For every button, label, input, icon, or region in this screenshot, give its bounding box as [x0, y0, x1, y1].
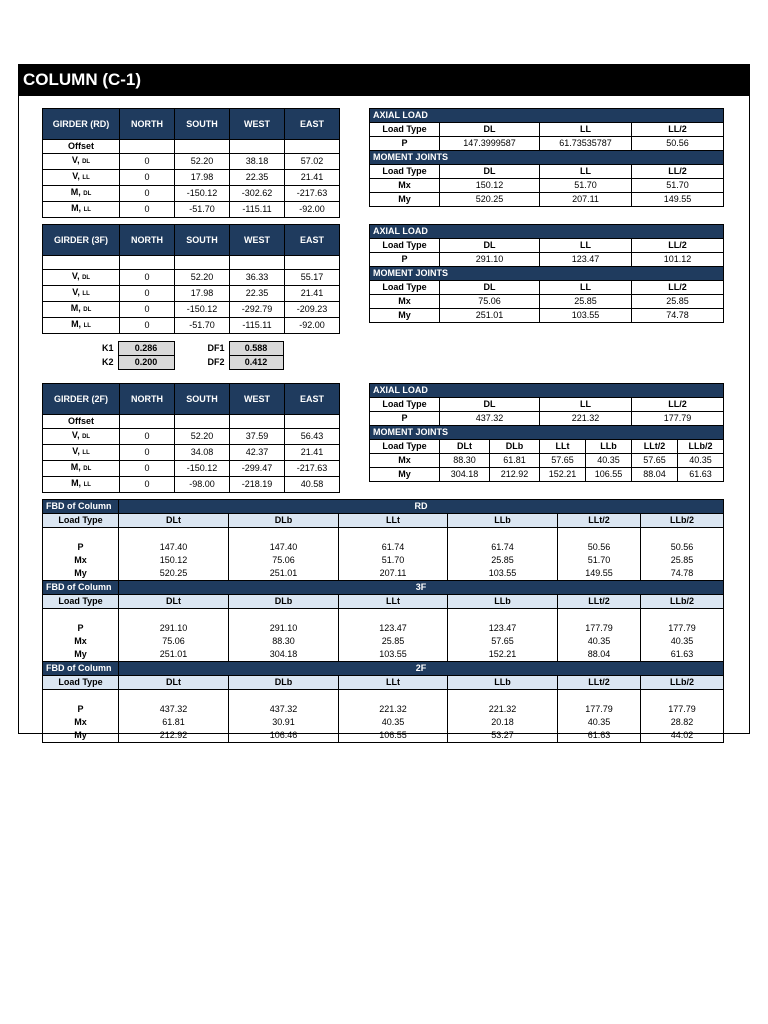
cell: 61.81: [490, 454, 540, 468]
cell: -115.11: [230, 318, 285, 334]
cell: 103.55: [448, 567, 558, 581]
cell: -218.19: [230, 477, 285, 493]
col-llb: LLb: [586, 440, 632, 454]
cell: 147.40: [229, 541, 339, 554]
cell: [230, 140, 285, 154]
col-dlb: DLb: [490, 440, 540, 454]
cell: 177.79: [558, 703, 641, 716]
cell: -292.79: [230, 302, 285, 318]
moment-joints-title: MOMENT JOINTS: [370, 151, 724, 165]
col-llb2: LLb/2: [641, 676, 724, 690]
cell: 177.79: [632, 412, 724, 426]
row-label-my: My: [370, 309, 440, 323]
cell: 0: [120, 170, 175, 186]
cell: 207.11: [339, 567, 448, 581]
row-label-m-dl: M, DL: [43, 461, 120, 477]
cell: 57.02: [285, 154, 340, 170]
col-ll: LL: [540, 123, 632, 137]
moment-joints-title: MOMENT JOINTS: [370, 267, 724, 281]
header-west: WEST: [230, 384, 285, 415]
cell: 51.70: [339, 554, 448, 567]
col-ll: LL: [540, 239, 632, 253]
cell: 40.35: [558, 716, 641, 729]
load-type-label: Load Type: [43, 676, 119, 690]
axial-load-title: AXIAL LOAD: [370, 225, 724, 239]
cell: 251.01: [229, 567, 339, 581]
cell: -217.63: [285, 461, 340, 477]
header-east: EAST: [285, 225, 340, 256]
col-dlt: DLt: [119, 676, 229, 690]
load-type-label: Load Type: [370, 281, 440, 295]
cell: [285, 256, 340, 270]
header-north: NORTH: [120, 225, 175, 256]
spacer: [641, 609, 724, 623]
cell: 0: [120, 477, 175, 493]
girder-2f-table: [42, 383, 340, 493]
row-label-p: P: [370, 137, 440, 151]
df1-value: 0.588: [229, 342, 283, 356]
cell: 123.47: [540, 253, 632, 267]
spacer: [229, 528, 339, 542]
row-label-v-dl: V, DL: [43, 154, 120, 170]
row-label-m-dl: M, DL: [43, 302, 120, 318]
cell: 30.91: [229, 716, 339, 729]
spacer: [448, 609, 558, 623]
cell: [230, 415, 285, 429]
cell: 40.58: [285, 477, 340, 493]
cell: 21.41: [285, 445, 340, 461]
spacer: [448, 528, 558, 542]
cell: 106.46: [229, 729, 339, 743]
cell: 55.17: [285, 270, 340, 286]
spacer: [641, 690, 724, 704]
spacer: [339, 528, 448, 542]
col-ll2: LL/2: [632, 123, 724, 137]
cell: 103.55: [339, 648, 448, 662]
k-factors-table: [88, 341, 175, 370]
cell: [120, 140, 175, 154]
cell: 75.06: [440, 295, 540, 309]
fbd-section-2f: 2F: [119, 662, 724, 676]
cell: 0: [120, 445, 175, 461]
cell: -115.11: [230, 202, 285, 218]
cell: 212.92: [119, 729, 229, 743]
row-label-p: P: [43, 703, 119, 716]
cell: -299.47: [230, 461, 285, 477]
cell: 61.63: [558, 729, 641, 743]
cell: 251.01: [119, 648, 229, 662]
row-label-my: My: [43, 567, 119, 581]
cell: 88.30: [440, 454, 490, 468]
row-label-mx: Mx: [370, 454, 440, 468]
cell: 51.70: [558, 554, 641, 567]
cell: 88.30: [229, 635, 339, 648]
cell: 0: [120, 154, 175, 170]
cell: 74.78: [632, 309, 724, 323]
df2-value: 0.412: [229, 356, 283, 370]
cell: [175, 415, 230, 429]
cell: 149.55: [632, 193, 724, 207]
cell: 221.32: [540, 412, 632, 426]
header-south: SOUTH: [175, 109, 230, 140]
cell: -150.12: [175, 186, 230, 202]
load-type-label: Load Type: [370, 123, 440, 137]
row-label-v-ll: V, LL: [43, 170, 120, 186]
header-south: SOUTH: [175, 225, 230, 256]
axial-load-title: AXIAL LOAD: [370, 109, 724, 123]
girder-3f-table: [42, 224, 340, 334]
spacer: [119, 528, 229, 542]
load-type-label: Load Type: [43, 595, 119, 609]
girder-rd-table: [42, 108, 340, 218]
cell: 88.04: [558, 648, 641, 662]
cell: 40.35: [641, 635, 724, 648]
spacer: [119, 690, 229, 704]
spacer: [229, 690, 339, 704]
row-label-m-ll: M, LL: [43, 202, 120, 218]
cell: [230, 256, 285, 270]
cell: 40.35: [339, 716, 448, 729]
spacer: [448, 690, 558, 704]
header-west: WEST: [230, 109, 285, 140]
cell: 51.70: [632, 179, 724, 193]
cell: 52.20: [175, 154, 230, 170]
girder-label: GIRDER (2F): [43, 384, 120, 415]
row-label-p: P: [43, 622, 119, 635]
cell: 42.37: [230, 445, 285, 461]
fbd-section-rd: RD: [119, 500, 724, 514]
cell: 437.32: [229, 703, 339, 716]
cell: 52.20: [175, 429, 230, 445]
cell: 40.35: [586, 454, 632, 468]
row-label-mx: Mx: [370, 179, 440, 193]
cell: 57.65: [540, 454, 586, 468]
cell: -150.12: [175, 302, 230, 318]
col-ll2: LL/2: [632, 165, 724, 179]
cell: 50.56: [641, 541, 724, 554]
cell: 40.35: [558, 635, 641, 648]
cell: 207.11: [540, 193, 632, 207]
cell: 21.41: [285, 170, 340, 186]
cell: 22.35: [230, 286, 285, 302]
cell: 88.04: [632, 468, 678, 482]
row-label-m-ll: M, LL: [43, 477, 120, 493]
cell: 437.32: [440, 412, 540, 426]
cell: 0: [120, 302, 175, 318]
axial-moment-2f-table: [369, 383, 724, 482]
cell: 50.56: [632, 137, 724, 151]
col-llt2: LLt/2: [558, 676, 641, 690]
cell: 28.82: [641, 716, 724, 729]
cell: 21.41: [285, 286, 340, 302]
cell: -302.62: [230, 186, 285, 202]
row-label-mx: Mx: [43, 554, 119, 567]
col-llb: LLb: [448, 595, 558, 609]
cell: [120, 256, 175, 270]
cell: 152.21: [448, 648, 558, 662]
spacer: [558, 609, 641, 623]
cell: 44.02: [641, 729, 724, 743]
cell: 291.10: [119, 622, 229, 635]
spacer: [43, 690, 119, 704]
col-ll: LL: [540, 165, 632, 179]
cell: 51.70: [540, 179, 632, 193]
row-label-my: My: [370, 468, 440, 482]
col-ll2: LL/2: [632, 398, 724, 412]
col-dlt: DLt: [119, 514, 229, 528]
load-type-label: Load Type: [370, 165, 440, 179]
load-type-label: Load Type: [43, 514, 119, 528]
spacer: [43, 609, 119, 623]
girder-label: GIRDER (RD): [43, 109, 120, 140]
cell: 0: [120, 318, 175, 334]
cell: 40.35: [678, 454, 724, 468]
cell: 17.98: [175, 286, 230, 302]
col-ll2: LL/2: [632, 239, 724, 253]
cell: -209.23: [285, 302, 340, 318]
row-label-p: P: [43, 541, 119, 554]
cell: 106.55: [339, 729, 448, 743]
df-factors-table: [196, 341, 284, 370]
cell: 75.06: [229, 554, 339, 567]
cell: 25.85: [448, 554, 558, 567]
col-dl: DL: [440, 123, 540, 137]
fbd-title: FBD of Column: [43, 500, 119, 514]
axial-moment-3f-table: [369, 224, 724, 323]
col-llt: LLt: [339, 514, 448, 528]
cell: 61.63: [641, 648, 724, 662]
spacer: [558, 690, 641, 704]
col-dl: DL: [440, 239, 540, 253]
col-dl: DL: [440, 281, 540, 295]
row-label-p: P: [370, 412, 440, 426]
col-llt: LLt: [339, 676, 448, 690]
col-llb2: LLb/2: [641, 595, 724, 609]
fbd-title: FBD of Column: [43, 662, 119, 676]
cell: 221.32: [448, 703, 558, 716]
cell: 149.55: [558, 567, 641, 581]
col-dlt: DLt: [440, 440, 490, 454]
cell: [175, 256, 230, 270]
cell: -92.00: [285, 202, 340, 218]
cell: 37.59: [230, 429, 285, 445]
cell: 150.12: [119, 554, 229, 567]
cell: 147.40: [119, 541, 229, 554]
cell: 61.74: [448, 541, 558, 554]
col-llb: LLb: [448, 514, 558, 528]
cell: 177.79: [558, 622, 641, 635]
cell: 147.3999587: [440, 137, 540, 151]
row-label-p: P: [370, 253, 440, 267]
cell: 25.85: [540, 295, 632, 309]
cell: -92.00: [285, 318, 340, 334]
cell: 221.32: [339, 703, 448, 716]
cell: 0: [120, 286, 175, 302]
cell: 61.63: [678, 468, 724, 482]
cell: 291.10: [229, 622, 339, 635]
cell: 0: [120, 202, 175, 218]
k1-label: K1: [101, 343, 114, 353]
cell: 25.85: [641, 554, 724, 567]
cell: [285, 140, 340, 154]
row-label-offset: Offset: [43, 140, 120, 154]
cell: 152.21: [540, 468, 586, 482]
col-dl: DL: [440, 398, 540, 412]
header-east: EAST: [285, 109, 340, 140]
cell: -51.70: [175, 202, 230, 218]
girder-label: GIRDER (3F): [43, 225, 120, 256]
moment-joints-title: MOMENT JOINTS: [370, 426, 724, 440]
cell: 61.81: [119, 716, 229, 729]
cell: 20.18: [448, 716, 558, 729]
row-label-v-ll: V, LL: [43, 286, 120, 302]
cell: 0: [120, 461, 175, 477]
spacer: [558, 528, 641, 542]
cell: 0: [120, 186, 175, 202]
cell: 177.79: [641, 622, 724, 635]
header-west: WEST: [230, 225, 285, 256]
fbd-title: FBD of Column: [43, 581, 119, 595]
cell: 53.27: [448, 729, 558, 743]
cell: 520.25: [119, 567, 229, 581]
cell: 103.55: [540, 309, 632, 323]
fbd-table: [42, 499, 724, 743]
cell: 251.01: [440, 309, 540, 323]
row-label-my: My: [43, 729, 119, 743]
cell: 61.74: [339, 541, 448, 554]
df1-label: DF1: [207, 343, 225, 353]
cell: [120, 415, 175, 429]
col-dl: DL: [440, 165, 540, 179]
cell: 291.10: [440, 253, 540, 267]
cell: 177.79: [641, 703, 724, 716]
spacer: [43, 528, 119, 542]
axial-load-title: AXIAL LOAD: [370, 384, 724, 398]
cell: -51.70: [175, 318, 230, 334]
k2-value: 0.200: [118, 356, 174, 370]
load-type-label: Load Type: [370, 440, 440, 454]
cell: 61.73535787: [540, 137, 632, 151]
col-dlb: DLb: [229, 514, 339, 528]
cell: 22.35: [230, 170, 285, 186]
page-title: COLUMN (C-1): [23, 70, 142, 89]
cell: 25.85: [632, 295, 724, 309]
cell: -150.12: [175, 461, 230, 477]
col-dlb: DLb: [229, 595, 339, 609]
cell: 56.43: [285, 429, 340, 445]
col-llb: LLb: [448, 676, 558, 690]
cell: -217.63: [285, 186, 340, 202]
cell: 150.12: [440, 179, 540, 193]
cell: [175, 140, 230, 154]
header-east: EAST: [285, 384, 340, 415]
k2-label: K2: [101, 357, 114, 367]
cell: 212.92: [490, 468, 540, 482]
row-label-my: My: [43, 648, 119, 662]
cell: 75.06: [119, 635, 229, 648]
col-dlt: DLt: [119, 595, 229, 609]
spacer: [339, 609, 448, 623]
header-north: NORTH: [120, 109, 175, 140]
cell: [43, 256, 120, 270]
col-ll: LL: [540, 281, 632, 295]
row-label-v-dl: V, DL: [43, 429, 120, 445]
cell: 25.85: [339, 635, 448, 648]
cell: 52.20: [175, 270, 230, 286]
row-label-mx: Mx: [43, 635, 119, 648]
cell: 57.65: [632, 454, 678, 468]
col-llt: LLt: [540, 440, 586, 454]
cell: 0: [120, 270, 175, 286]
row-label-m-ll: M, LL: [43, 318, 120, 334]
cell: 123.47: [448, 622, 558, 635]
load-type-label: Load Type: [370, 239, 440, 253]
col-dlb: DLb: [229, 676, 339, 690]
col-llt2: LLt/2: [558, 514, 641, 528]
col-ll2: LL/2: [632, 281, 724, 295]
row-label-mx: Mx: [43, 716, 119, 729]
col-llb2: LLb/2: [678, 440, 724, 454]
col-ll: LL: [540, 398, 632, 412]
row-label-v-ll: V, LL: [43, 445, 120, 461]
cell: 520.25: [440, 193, 540, 207]
k1-value: 0.286: [118, 342, 174, 356]
cell: 304.18: [229, 648, 339, 662]
cell: 36.33: [230, 270, 285, 286]
row-label-v-dl: V, DL: [43, 270, 120, 286]
col-llb2: LLb/2: [641, 514, 724, 528]
cell: 101.12: [632, 253, 724, 267]
row-label-mx: Mx: [370, 295, 440, 309]
col-llt2: LLt/2: [632, 440, 678, 454]
cell: 57.65: [448, 635, 558, 648]
cell: 38.18: [230, 154, 285, 170]
cell: 50.56: [558, 541, 641, 554]
load-type-label: Load Type: [370, 398, 440, 412]
header-north: NORTH: [120, 384, 175, 415]
spacer: [641, 528, 724, 542]
cell: 106.55: [586, 468, 632, 482]
spacer: [229, 609, 339, 623]
row-label-offset: Offset: [43, 415, 120, 429]
cell: 0: [120, 429, 175, 445]
cell: 74.78: [641, 567, 724, 581]
cell: 123.47: [339, 622, 448, 635]
spacer: [119, 609, 229, 623]
axial-moment-rd-table: [369, 108, 724, 207]
cell: -98.00: [175, 477, 230, 493]
row-label-my: My: [370, 193, 440, 207]
col-llt: LLt: [339, 595, 448, 609]
cell: 304.18: [440, 468, 490, 482]
spacer: [339, 690, 448, 704]
fbd-section-3f: 3F: [119, 581, 724, 595]
cell: 437.32: [119, 703, 229, 716]
row-label-m-dl: M, DL: [43, 186, 120, 202]
title-bar: [19, 65, 749, 96]
cell: 34.08: [175, 445, 230, 461]
cell: 17.98: [175, 170, 230, 186]
df2-label: DF2: [207, 357, 225, 367]
header-south: SOUTH: [175, 384, 230, 415]
cell: [285, 415, 340, 429]
col-llt2: LLt/2: [558, 595, 641, 609]
